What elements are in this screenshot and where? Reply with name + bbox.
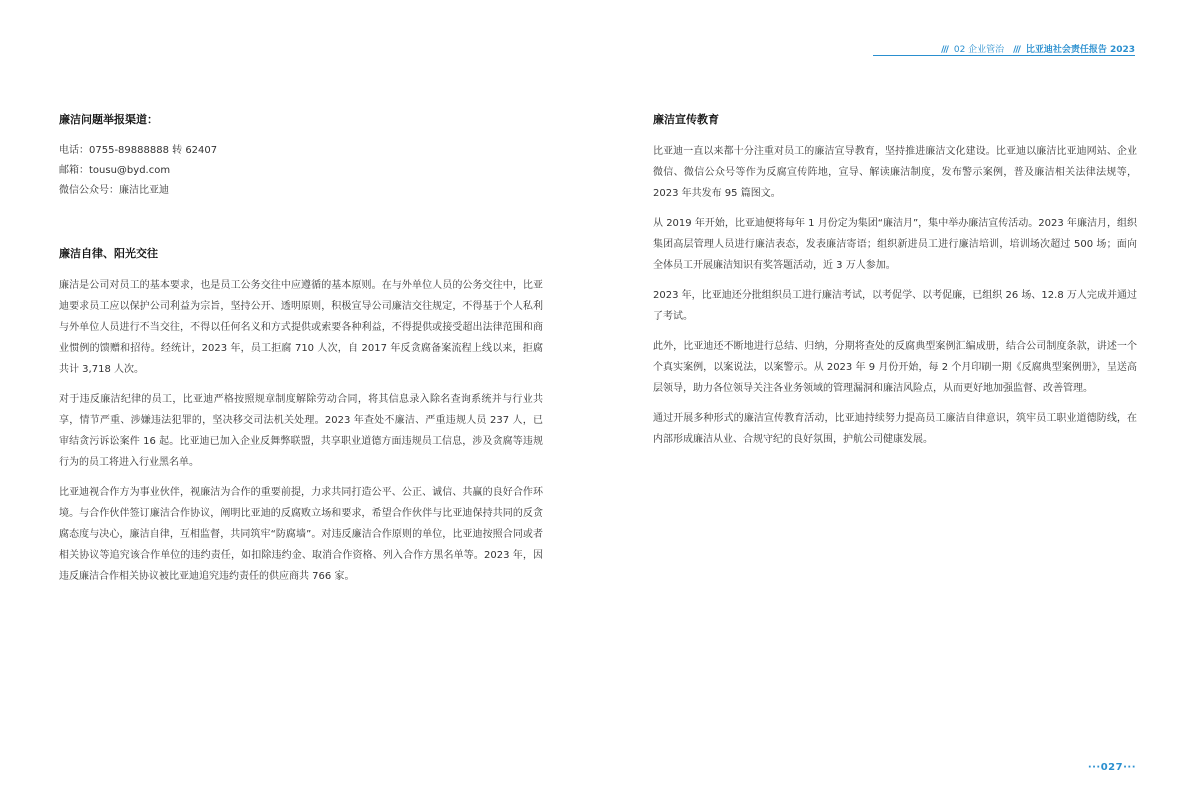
- education-title: 廉洁宣传教育: [653, 113, 719, 126]
- integrity-section: [59, 247, 543, 587]
- header-rule: [873, 55, 1135, 56]
- header-slash-mark-bold: ///: [1013, 45, 1020, 55]
- education-paragraph-1: 比亚迪一直以来都十分注重对员工的廉洁宣导教育，坚持推进廉洁文化建设。比亚迪以廉洁比亚迪网站、企业微信、微信公众号等作为反腐宣传阵地，宣导、解读廉洁制度，发布警示案例，普及廉洁相关法律法规等，2023 年共发布 95 篇图文。: [653, 146, 1137, 199]
- header-chapter: 02 企业管治: [953, 45, 1005, 55]
- education-paragraph-4: 此外，比亚迪还不断地进行总结、归纳，分期将查处的反腐典型案例汇编成册，结合公司制度条款，讲述一个个真实案例，以案说法，以案警示。从 2023 年 9 月份开始，每 2 个月印刷一期《反腐典型案例册》，呈送高层领导，助力各位领导关注各业务领域的管理漏洞和廉洁风险点，从而更好地加强监督、改善管理。: [653, 341, 1137, 394]
- header-report-title: 比亚迪社会责任报告 2023: [1025, 45, 1135, 55]
- contact-phone: 电话：0755-89888888 转 62407: [59, 145, 218, 156]
- right-column: [653, 113, 1137, 450]
- integrity-paragraph-2: 对于违反廉洁纪律的员工，比亚迪严格按照规章制度解除劳动合同，将其信息录入除名查询系统并与行业共享，情节严重、涉嫌违法犯罪的，坚决移交司法机关处理。2023 年查处不廉洁、严重违规人员 237 人，已审结贪污诉讼案件 16 起。比亚迪已加入企业反舞弊联盟，共享职业道德方面违规员工信息，涉及贪腐等违规行为的员工将进入行业黑名单。: [59, 394, 543, 468]
- report-channels-section: [59, 113, 543, 201]
- integrity-title: 廉洁自律、阳光交往: [59, 247, 158, 260]
- running-header: [941, 42, 1135, 55]
- education-paragraph-3: 2023 年，比亚迪还分批组织员工进行廉洁考试，以考促学、以考促廉，已组织 26 场、12.8 万人完成并通过了考试。: [653, 290, 1137, 322]
- contact-email: 邮箱：tousu@byd.com: [59, 165, 171, 176]
- report-channels-title: 廉洁问题举报渠道：: [59, 113, 158, 126]
- education-section: [653, 113, 1137, 450]
- page-number: ···027···: [1087, 762, 1136, 773]
- integrity-paragraph-3: 比亚迪视合作方为事业伙伴，视廉洁为合作的重要前提，力求共同打造公平、公正、诚信、共赢的良好合作环境。与合作伙伴签订廉洁合作协议，阐明比亚迪的反腐败立场和要求，希望合作伙伴与比亚迪保持共同的反贪腐态度与决心，廉洁自律，互相监督，共同筑牢“防腐墙”。对违反廉洁合作原则的单位，比亚迪按照合同或者相关协议等追究该合作单位的违约责任，如扣除违约金、取消合作资格、列入合作方黑名单等。2023 年，因违反廉洁合作相关协议被比亚迪追究违约责任的供应商共 766 家。: [59, 487, 543, 582]
- education-paragraph-5: 通过开展多种形式的廉洁宣传教育活动，比亚迪持续努力提高员工廉洁自律意识，筑牢员工职业道德防线，在内部形成廉洁从业、合规守纪的良好氛围，护航公司健康发展。: [653, 413, 1137, 445]
- left-column: [59, 113, 543, 587]
- integrity-paragraph-1: 廉洁是公司对员工的基本要求，也是员工公务交往中应遵循的基本原则。在与外单位人员的公务交往中，比亚迪要求员工应以保护公司利益为宗旨，坚持公开、透明原则，积极宣导公司廉洁交往规定，不得基于个人私利与外单位人员进行不当交往，不得以任何名义和方式提供或索要各种利益，不得提供或接受超出法律范围和商业惯例的馈赠和招待。经统计，2023 年，员工拒腐 710 人次，自 2017 年反贪腐备案流程上线以来，拒腐共计 3,718 人次。: [59, 280, 543, 375]
- header-slash-mark: ///: [941, 45, 948, 55]
- contact-wechat: 微信公众号：廉洁比亚迪: [59, 185, 169, 196]
- education-paragraph-2: 从 2019 年开始，比亚迪便将每年 1 月份定为集团“廉洁月”，集中举办廉洁宣传活动。2023 年廉洁月，组织集团高层管理人员进行廉洁表态，发表廉洁寄语；组织新进员工进行廉洁培训，培训场次超过 500 场；面向全体员工开展廉洁知识有奖答题活动，近 3 万人参加。: [653, 218, 1137, 271]
